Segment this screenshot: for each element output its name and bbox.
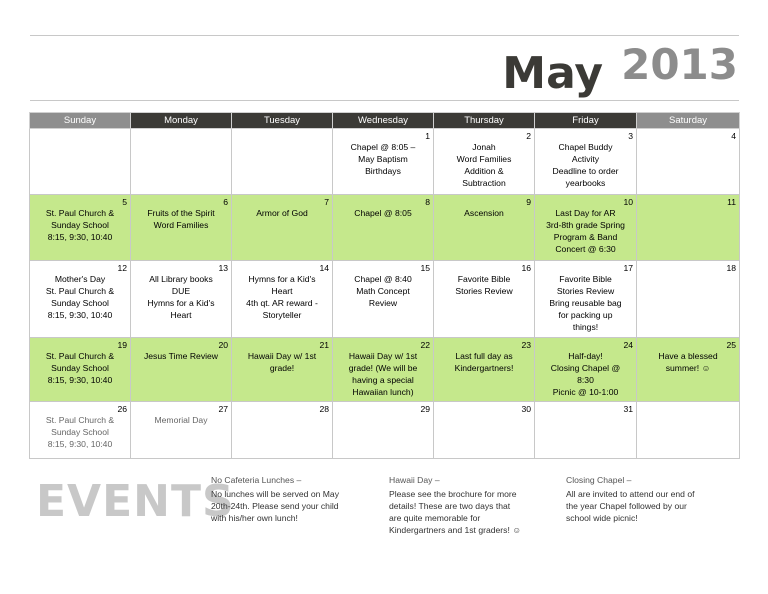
day-cell — [131, 402, 232, 459]
day-cell — [232, 402, 333, 459]
day-number: 27 — [218, 404, 228, 414]
day-number: 10 — [623, 197, 633, 207]
day-cell — [637, 195, 740, 261]
day-events: Jonah Word Families Addition & Subtraction — [456, 142, 512, 188]
day-cell — [232, 261, 333, 338]
day-cell — [535, 261, 637, 338]
day-number: 13 — [218, 263, 228, 273]
day-events: Hawaii Day w/ 1st grade! — [247, 351, 317, 373]
weekday-sunday: Sunday — [30, 113, 131, 129]
day-events: Armor of God — [256, 208, 308, 218]
day-events: Ascension — [464, 208, 504, 218]
day-events: St. Paul Church & Sunday School 8:15, 9:30, 10:40 — [45, 208, 115, 242]
day-number: 24 — [623, 340, 633, 350]
day-cell — [637, 338, 740, 402]
week-row — [30, 402, 740, 459]
week-row — [30, 129, 740, 195]
day-number: 31 — [623, 404, 633, 414]
day-number: 6 — [223, 197, 228, 207]
day-number: 8 — [425, 197, 430, 207]
year-title: 2013 — [621, 40, 738, 89]
day-events: Chapel @ 8:05 — [354, 208, 412, 218]
day-events: Hawaii Day w/ 1st grade! (We will be having a special Hawaiian lunch) — [348, 351, 418, 397]
week-row — [30, 261, 740, 338]
day-events: Have a blessed summer! ☺ — [658, 351, 718, 373]
day-number: 7 — [324, 197, 329, 207]
day-cell — [637, 261, 740, 338]
day-cell — [232, 338, 333, 402]
event-note-body: All are invited to attend our end of the year Chapel followed by our school wide picnic! — [566, 489, 695, 523]
day-number: 1 — [425, 131, 430, 141]
day-number: 28 — [319, 404, 329, 414]
day-cell — [131, 195, 232, 261]
day-number: 4 — [731, 131, 736, 141]
day-events: All Library books DUE Hymns for a Kid's Heart — [147, 274, 215, 320]
day-number: 29 — [420, 404, 430, 414]
day-cell — [232, 129, 333, 195]
day-events: Last Day for AR 3rd-8th grade Spring Program & Band Concert @ 6:30 — [546, 208, 625, 254]
day-cell — [637, 402, 740, 459]
day-cell — [434, 195, 535, 261]
day-cell — [131, 129, 232, 195]
event-note-heading: Hawaii Day – — [389, 475, 440, 485]
day-number: 23 — [521, 340, 531, 350]
day-cell — [535, 338, 637, 402]
day-events: Hymns for a Kid's Heart 4th qt. AR reward - Storyteller — [246, 274, 318, 320]
day-cell — [232, 195, 333, 261]
day-cell — [434, 129, 535, 195]
day-number: 14 — [319, 263, 329, 273]
day-events: Fruits of the Spirit Word Families — [147, 208, 215, 230]
day-cell — [333, 338, 434, 402]
day-cell — [434, 338, 535, 402]
day-cell — [535, 195, 637, 261]
event-note-hawaii-day — [389, 474, 554, 536]
day-number: 12 — [117, 263, 127, 273]
weekday-wednesday: Wednesday — [333, 113, 434, 129]
calendar-grid — [29, 112, 740, 459]
day-number: 2 — [526, 131, 531, 141]
day-cell — [131, 261, 232, 338]
day-events: Last full day as Kindergartners! — [454, 351, 514, 373]
event-note-body: No lunches will be served on May 20th-24th. Please send your child with his/her own lunch! — [211, 489, 340, 523]
day-events: St. Paul Church & Sunday School 8:15, 9:30, 10:40 — [45, 351, 115, 385]
day-number: 21 — [319, 340, 329, 350]
day-number: 16 — [521, 263, 531, 273]
day-number: 22 — [420, 340, 430, 350]
weekday-saturday: Saturday — [637, 113, 740, 129]
day-events: St. Paul Church & Sunday School 8:15, 9:30, 10:40 — [45, 415, 115, 449]
week-row — [30, 195, 740, 261]
day-cell — [333, 402, 434, 459]
top-rule — [30, 35, 739, 36]
day-cell — [434, 261, 535, 338]
day-cell — [535, 402, 637, 459]
day-cell — [535, 129, 637, 195]
weekday-monday: Monday — [131, 113, 232, 129]
day-cell — [131, 338, 232, 402]
page-title — [502, 40, 738, 99]
day-events: Jesus Time Review — [143, 351, 219, 361]
day-number: 20 — [218, 340, 228, 350]
day-number: 25 — [726, 340, 736, 350]
title-rule — [30, 100, 739, 101]
weekday-friday: Friday — [535, 113, 637, 129]
day-events: Mother's Day St. Paul Church & Sunday School 8:15, 9:30, 10:40 — [45, 274, 115, 320]
event-note-heading: No Cafeteria Lunches – — [211, 475, 302, 485]
day-events: Chapel @ 8:05 – May Baptism Birthdays — [350, 142, 416, 176]
event-note-heading: Closing Chapel – — [566, 475, 632, 485]
day-number: 9 — [526, 197, 531, 207]
day-number: 17 — [623, 263, 633, 273]
day-events: Favorite Bible Stories Review — [455, 274, 513, 296]
day-events: Chapel @ 8:40 Math Concept Review — [354, 274, 412, 308]
month-title: May — [502, 48, 604, 99]
day-number: 30 — [521, 404, 531, 414]
event-note-body: Please see the brochure for more details! These are two days that are quite memorable for Kindergartners and 1st graders! ☺ — [389, 489, 522, 535]
day-cell — [333, 129, 434, 195]
weekday-thursday: Thursday — [434, 113, 535, 129]
day-number: 11 — [727, 197, 736, 207]
day-number: 19 — [117, 340, 127, 350]
day-cell — [30, 195, 131, 261]
event-note-closing-chapel — [566, 474, 738, 524]
day-number: 3 — [628, 131, 633, 141]
day-events: Chapel Buddy Activity Deadline to order yearbooks — [552, 142, 619, 188]
day-number: 26 — [117, 404, 127, 414]
day-events: Half-day! Closing Chapel @ 8:30 Picnic @ 10-1:00 — [550, 351, 621, 397]
weekday-header-row — [30, 113, 740, 129]
day-cell — [637, 129, 740, 195]
day-cell — [30, 129, 131, 195]
day-cell — [333, 195, 434, 261]
weekday-tuesday: Tuesday — [232, 113, 333, 129]
event-note-no-lunches — [211, 474, 376, 524]
day-number: 15 — [420, 263, 430, 273]
day-events: Memorial Day — [154, 415, 208, 425]
day-cell — [30, 261, 131, 338]
events-heading: EVENTS — [36, 476, 235, 527]
week-row — [30, 338, 740, 402]
day-number: 5 — [122, 197, 127, 207]
day-number: 18 — [726, 263, 736, 273]
day-cell — [30, 338, 131, 402]
day-cell — [30, 402, 131, 459]
day-cell — [434, 402, 535, 459]
day-cell — [333, 261, 434, 338]
day-events: Favorite Bible Stories Review Bring reusable bag for packing up things! — [549, 274, 622, 332]
